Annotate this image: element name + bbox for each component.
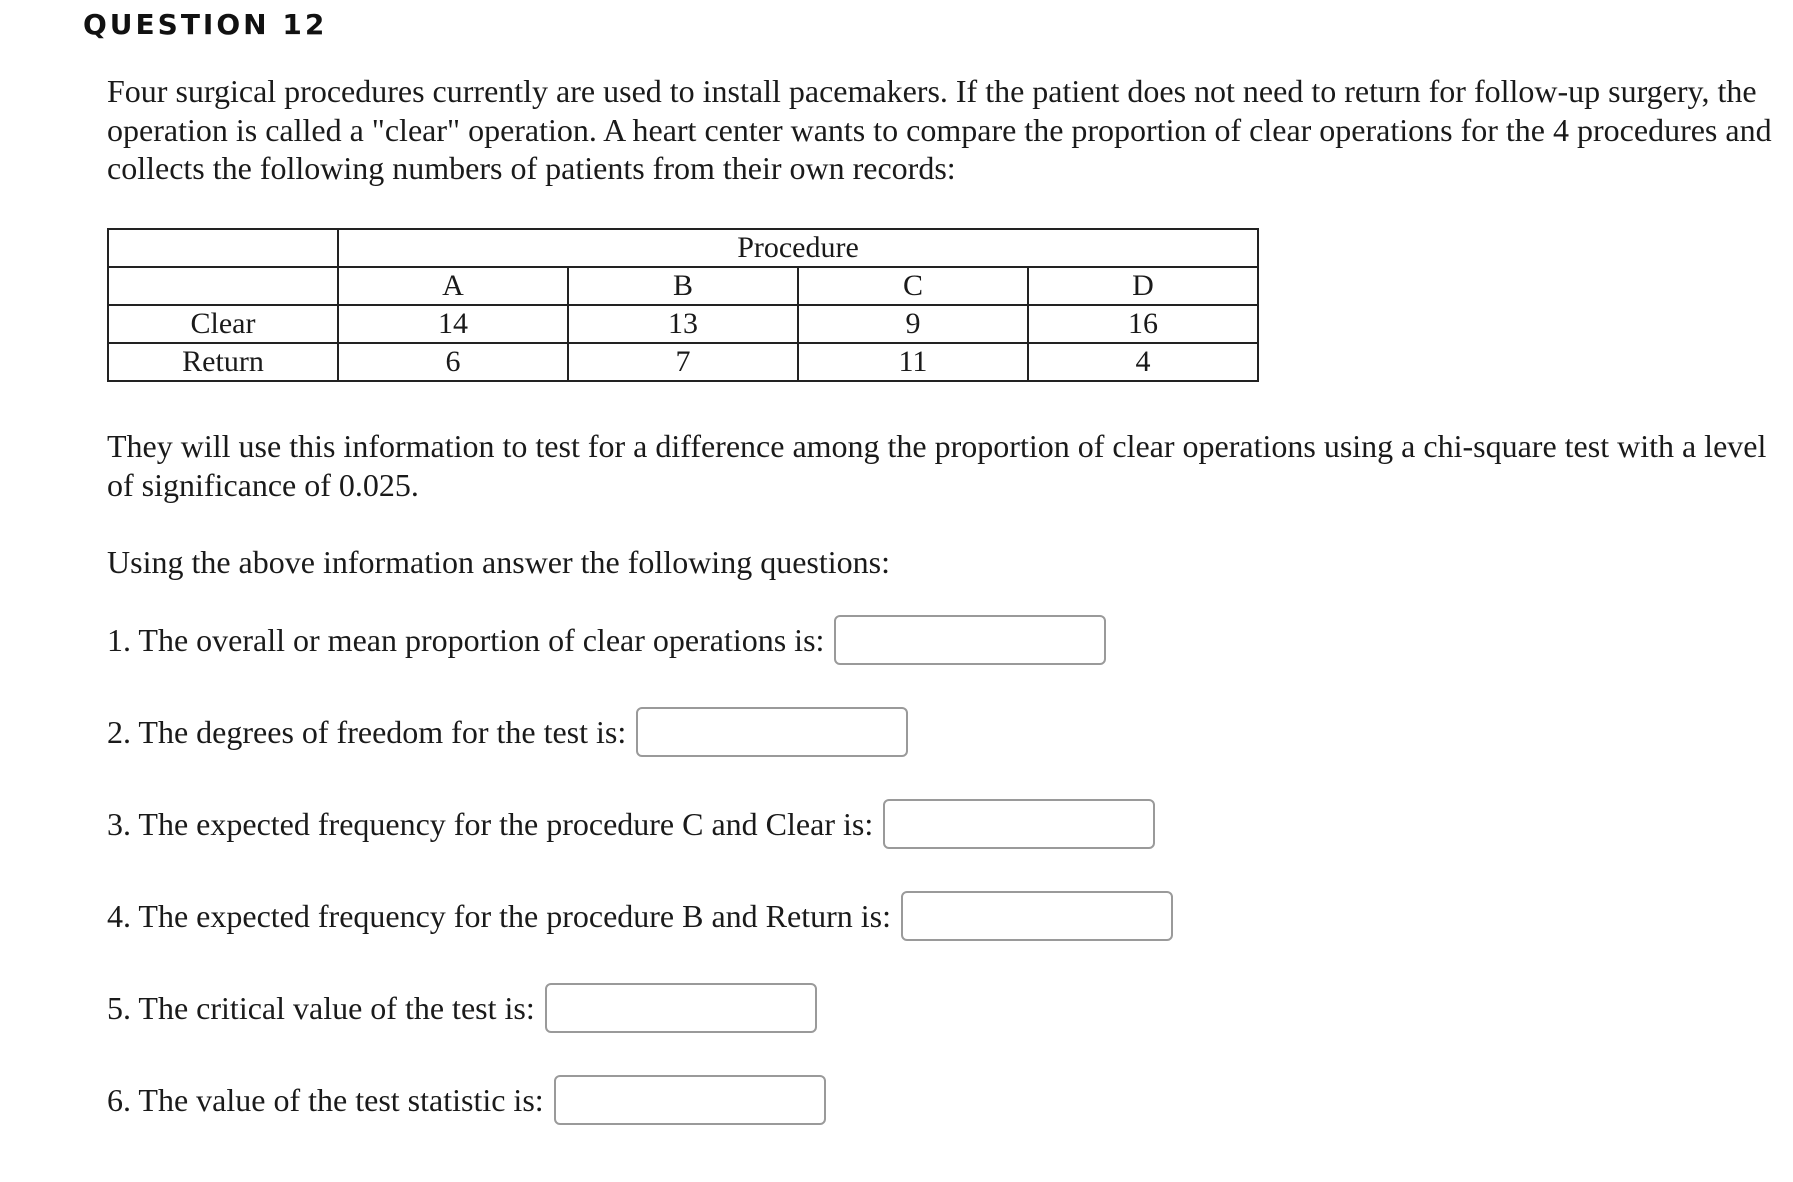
- column-header-b: B: [568, 267, 798, 305]
- table-cell: 6: [338, 343, 568, 381]
- table-row-clear: [108, 305, 1258, 343]
- table-cell: 14: [338, 305, 568, 343]
- question-item-3-text: 3. The expected frequency for the procedure C and Clear is:: [107, 805, 874, 842]
- question-item-4: [107, 891, 1173, 941]
- column-header-d: D: [1028, 267, 1258, 305]
- answer-input-6[interactable]: [554, 1075, 826, 1125]
- column-header-a: A: [338, 267, 568, 305]
- row-label-return: Return: [108, 343, 338, 381]
- question-item-5-text: 5. The critical value of the test is:: [107, 989, 535, 1026]
- answer-input-3[interactable]: [883, 799, 1155, 849]
- answer-input-4[interactable]: [901, 891, 1173, 941]
- question-item-4-text: 4. The expected frequency for the procedure B and Return is:: [107, 897, 891, 934]
- procedure-group-header: Procedure: [338, 229, 1258, 267]
- table-corner-cell: [108, 267, 338, 305]
- column-header-c: C: [798, 267, 1028, 305]
- table-cell: 16: [1028, 305, 1258, 343]
- table-header-row-group: [108, 229, 1258, 267]
- table-row-return: [108, 343, 1258, 381]
- table-header-row: [108, 267, 1258, 305]
- instruction-text: Using the above information answer the following questions:: [107, 544, 890, 580]
- question-heading: QUESTION 12: [83, 8, 328, 41]
- question-item-6-text: 6. The value of the test statistic is:: [107, 1081, 544, 1118]
- question-intro-block: [107, 72, 1777, 188]
- table-cell: 7: [568, 343, 798, 381]
- question-item-5: [107, 983, 817, 1033]
- table-cell: 4: [1028, 343, 1258, 381]
- question-item-3: [107, 799, 1155, 849]
- table-cell: 11: [798, 343, 1028, 381]
- question-item-6: [107, 1075, 826, 1125]
- procedure-table: [107, 228, 1259, 382]
- answer-input-2[interactable]: [636, 707, 908, 757]
- question-intro: Four surgical procedures currently are used to install pacemakers. If the patient does not need to return for follow-up surgery, the operation is called a "clear" operation. A heart center wants to compare the proportion of clear operations for the 4 procedures and collects the following numbers of patients from their own records:: [107, 73, 1772, 186]
- question-item-2-text: 2. The degrees of freedom for the test is:: [107, 713, 627, 750]
- question-item-2: [107, 707, 908, 757]
- question-item-1-text: 1. The overall or mean proportion of clear operations is:: [107, 621, 825, 658]
- row-label-clear: Clear: [108, 305, 338, 343]
- table-cell: 13: [568, 305, 798, 343]
- answer-input-5[interactable]: [545, 983, 817, 1033]
- answer-input-1[interactable]: [834, 615, 1106, 665]
- test-info-text: They will use this information to test for a difference among the proportion of clear operations using a chi-square test with a level of significance of 0.025.: [107, 428, 1767, 503]
- table-corner-cell: [108, 229, 338, 267]
- table-cell: 9: [798, 305, 1028, 343]
- question-item-1: [107, 615, 1106, 665]
